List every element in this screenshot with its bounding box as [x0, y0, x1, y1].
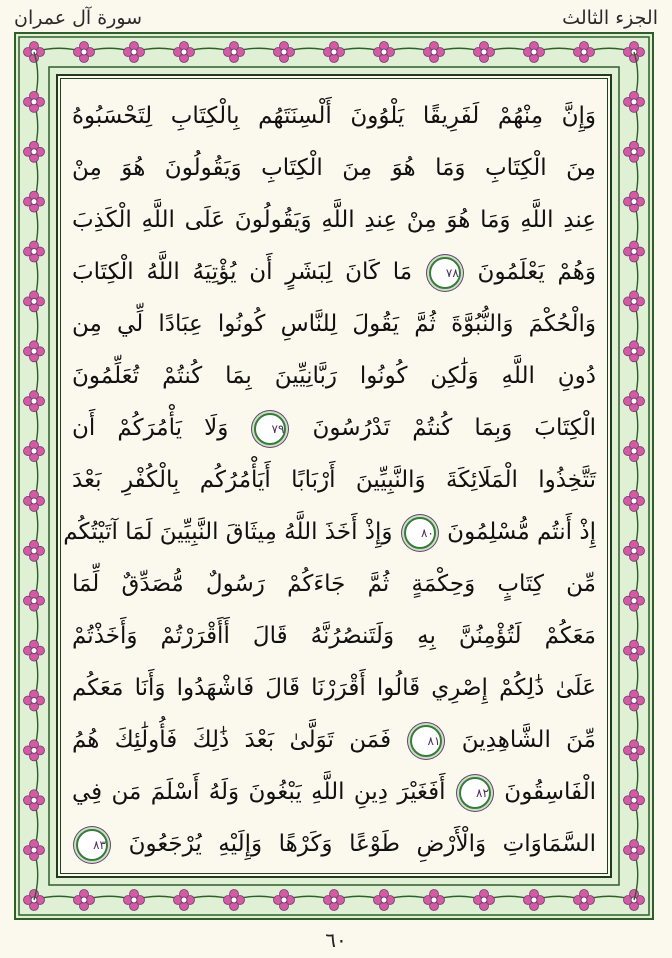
floral-ornament-icon — [74, 890, 95, 911]
ayah-number: ٧٨ — [445, 265, 459, 280]
ayah-line — [72, 818, 596, 870]
ayah-line — [72, 298, 596, 350]
ayah-number: ٧٩ — [271, 421, 285, 436]
floral-ornament-icon — [174, 890, 195, 911]
floral-ornament-icon — [624, 291, 645, 312]
floral-ornament-icon — [174, 42, 195, 63]
floral-ornament-icon — [324, 42, 345, 63]
floral-ornament-icon — [624, 490, 645, 511]
text-panel — [56, 74, 612, 878]
floral-ornament-icon — [524, 42, 545, 63]
floral-ornament-icon — [24, 690, 45, 711]
ayah-line — [72, 714, 596, 766]
floral-ornament-icon — [24, 391, 45, 412]
ayah-text: مِّن كِتَابٍ وَحِكْمَةٍ ثُمَّ جَاءَكُمْ رَسُولٌ مُّصَدِّقٌ لِّمَا — [72, 571, 596, 597]
floral-ornament-icon — [624, 241, 645, 262]
ayah-line — [72, 194, 596, 246]
floral-ornament-icon — [24, 291, 45, 312]
floral-ornament-icon — [24, 91, 45, 112]
floral-ornament-icon — [374, 890, 395, 911]
floral-ornament-icon — [74, 42, 95, 63]
floral-ornament-icon — [474, 890, 495, 911]
floral-ornament-icon — [24, 341, 45, 362]
floral-ornament-icon — [624, 840, 645, 861]
ayah-number: ٨١ — [427, 733, 441, 748]
ayah-text: مِنَ الْكِتَابِ وَمَا هُوَ مِنَ الْكِتَابِ وَيَقُولُونَ هُوَ مِنْ — [72, 155, 596, 181]
floral-ornament-icon — [624, 540, 645, 561]
ayah-number: ٨٣ — [93, 837, 106, 852]
floral-ornament-icon — [624, 640, 645, 661]
ayah-end-marker-icon — [76, 829, 108, 861]
ayah-line — [72, 454, 596, 506]
floral-ornament-icon — [24, 540, 45, 561]
ayah-text: وَإِذْ أَخَذَ اللَّهُ مِيثَاقَ النَّبِيِّينَ لَمَا آتَيْتُكُم — [63, 519, 393, 545]
floral-ornament-icon — [124, 890, 145, 911]
floral-ornament-icon — [24, 790, 45, 811]
ayah-text: الْكِتَابَ وَبِمَا كُنتُمْ تَدْرُسُونَ — [312, 415, 596, 441]
ayah-text: وَهُمْ يَعْلَمُونَ — [477, 259, 597, 285]
floral-ornament-icon — [574, 890, 595, 911]
ayah-line — [72, 610, 596, 662]
floral-ornament-icon — [624, 91, 645, 112]
ornamental-frame — [14, 32, 654, 920]
ayah-end-marker-icon — [410, 725, 442, 757]
ayah-line — [72, 766, 596, 818]
ayah-text: وَإِنَّ مِنْهُمْ لَفَرِيقًا يَلْوُونَ أَلْسِنَتَهُم بِالْكِتَابِ لِتَحْسَبُوهُ — [72, 103, 596, 129]
floral-ornament-icon — [624, 391, 645, 412]
floral-ornament-icon — [574, 42, 595, 63]
floral-ornament-icon — [24, 590, 45, 611]
ayah-text: عَلَىٰ ذَٰلِكُمْ إِصْرِي قَالُوا أَقْرَرْنَا قَالَ فَاشْهَدُوا وَأَنَا مَعَكُم — [72, 675, 596, 701]
juz-header: الجزء الثالث — [562, 7, 658, 29]
ayah-line — [72, 350, 596, 402]
ayah-line — [63, 506, 596, 558]
floral-ornament-icon — [324, 890, 345, 911]
floral-ornament-icon — [24, 441, 45, 462]
floral-ornament-icon — [24, 191, 45, 212]
floral-ornament-icon — [624, 790, 645, 811]
ayah-number: ٨٠ — [420, 525, 434, 540]
ayah-number: ٨٢ — [476, 785, 489, 800]
floral-ornament-icon — [424, 890, 445, 911]
surah-header: سورة آل عمران — [14, 7, 143, 29]
floral-ornament-icon — [424, 42, 445, 63]
ayah-line — [72, 90, 596, 142]
ayah-text: أَفَغَيْرَ دِينِ اللَّهِ يَبْغُونَ وَلَهُ أَسْلَمَ مَن فِي — [72, 779, 446, 805]
floral-ornament-icon — [24, 490, 45, 511]
ayah-text: دُونِ اللَّهِ وَلَٰكِن كُونُوا رَبَّانِيِّينَ بِمَا كُنتُمْ تُعَلِّمُونَ — [72, 363, 596, 389]
ayah-text: عِندِ اللَّهِ وَمَا هُوَ مِنْ عِندِ اللَّهِ وَيَقُولُونَ عَلَى اللَّهِ الْكَذِبَ — [72, 207, 596, 233]
floral-ornament-icon — [24, 840, 45, 861]
floral-ornament-icon — [224, 42, 245, 63]
page-number: ٦٠ — [325, 928, 347, 952]
floral-ornament-icon — [524, 890, 545, 911]
ayah-text: إِذْ أَنتُم مُّسْلِمُونَ — [447, 519, 596, 545]
floral-ornament-icon — [624, 141, 645, 162]
floral-ornament-icon — [624, 441, 645, 462]
ayah-end-marker-icon — [429, 257, 461, 289]
floral-ornament-icon — [624, 341, 645, 362]
floral-ornament-icon — [124, 42, 145, 63]
floral-ornament-icon — [24, 241, 45, 262]
floral-ornament-icon — [624, 590, 645, 611]
ayah-text: وَالْحُكْمَ وَالنُّبُوَّةَ ثُمَّ يَقُولَ لِلنَّاسِ كُونُوا عِبَادًا لِّي مِن — [72, 311, 596, 337]
floral-ornament-icon — [24, 141, 45, 162]
floral-ornament-icon — [474, 42, 495, 63]
ayah-text: الْفَاسِقُونَ — [504, 779, 597, 805]
ayah-end-marker-icon — [459, 777, 491, 809]
floral-ornament-icon — [24, 640, 45, 661]
floral-ornament-icon — [274, 890, 295, 911]
ayah-text: فَمَن تَوَلَّىٰ بَعْدَ ذَٰلِكَ فَأُولَٰئِكَ هُمُ — [72, 727, 392, 753]
ayah-text: السَّمَاوَاتِ وَالْأَرْضِ طَوْعًا وَكَرْهًا وَإِلَيْهِ يُرْجَعُونَ — [128, 831, 596, 857]
ayah-end-marker-icon — [404, 517, 436, 549]
floral-ornament-icon — [24, 740, 45, 761]
floral-ornament-icon — [374, 42, 395, 63]
ayah-text: مَا كَانَ لِبَشَرٍ أَن يُؤْتِيَهُ اللَّهُ الْكِتَابَ — [72, 259, 413, 285]
ayah-text: تَتَّخِذُوا الْمَلَائِكَةَ وَالنَّبِيِّينَ أَرْبَابًا أَيَأْمُرُكُم بِالْكُفْرِ بَعْدَ — [72, 467, 596, 493]
ayah-text: وَلَا يَأْمُرَكُمْ أَن — [72, 415, 229, 441]
floral-ornament-icon — [224, 890, 245, 911]
ayah-line — [72, 662, 596, 714]
ayah-text: مِّنَ الشَّاهِدِينَ — [461, 727, 597, 753]
ayah-line — [72, 246, 596, 298]
ayah-line — [72, 558, 596, 610]
floral-ornament-icon — [624, 740, 645, 761]
floral-ornament-icon — [624, 191, 645, 212]
ayah-text: مَعَكُمْ لَتُؤْمِنُنَّ بِهِ وَلَتَنصُرُنَّهُ قَالَ أَأَقْرَرْتُمْ وَأَخَذْتُمْ — [72, 623, 596, 649]
floral-ornament-icon — [274, 42, 295, 63]
floral-ornament-icon — [624, 690, 645, 711]
ayah-line — [72, 402, 596, 454]
ayah-line — [72, 142, 596, 194]
ayah-end-marker-icon — [254, 413, 286, 445]
